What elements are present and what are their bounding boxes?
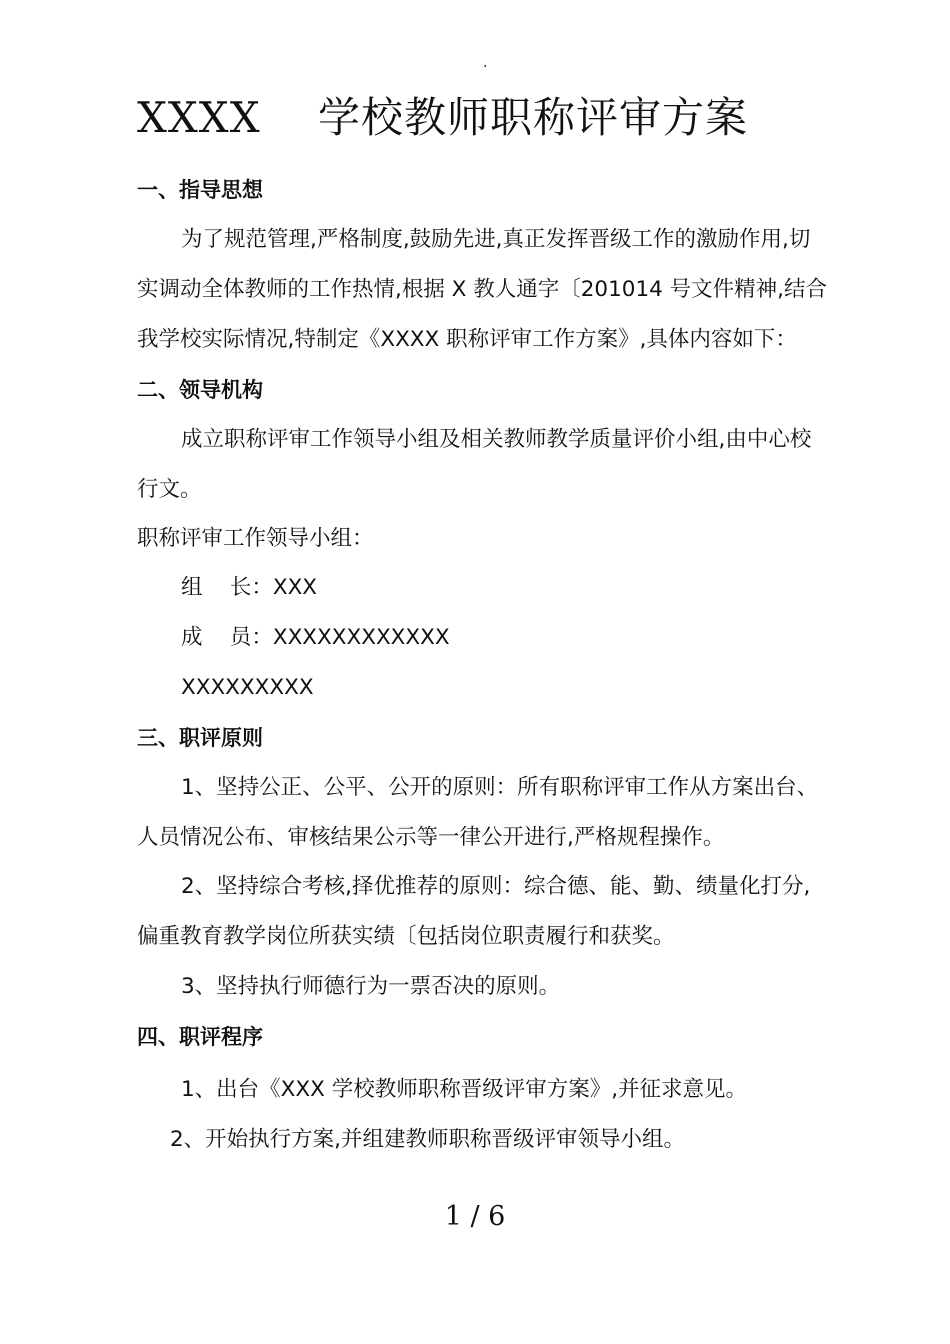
section-heading-principles: 三、职评原则	[137, 726, 263, 750]
header-mark: .	[483, 55, 488, 71]
page-number: 1 / 6	[444, 1201, 506, 1232]
paragraph-line: 为了规范管理,严格制度,鼓励先进,真正发挥晋级工作的激励作用,切	[181, 227, 811, 252]
group-leader-line: 组 长：XXX	[181, 575, 318, 600]
section-heading-leadership: 二、领导机构	[137, 378, 263, 402]
paragraph-line: 偏重教育教学岗位所获实绩〔包括岗位职责履行和获奖。	[137, 924, 675, 949]
paragraph-line: 2、坚持综合考核,择优推荐的原则：综合德、能、勤、绩量化打分,	[181, 874, 811, 899]
group-members-continued: XXXXXXXXX	[181, 675, 314, 700]
paragraph-line: 实调动全体教师的工作热情,根据 X 教人通字〔201014 号文件精神,结合	[137, 277, 827, 302]
paragraph-line: 行文。	[137, 477, 202, 502]
paragraph-line: 我学校实际情况,特制定《XXXX 职称评审工作方案》,具体内容如下：	[137, 327, 797, 352]
paragraph-line: 2、开始执行方案,并组建教师职称晋级评审领导小组。	[170, 1127, 686, 1152]
document-title: XXXX 学校教师职称评审方案	[137, 93, 749, 142]
section-heading-procedure: 四、职评程序	[137, 1025, 263, 1049]
paragraph-line: 职称评审工作领导小组：	[137, 526, 374, 551]
paragraph-line: 成立职称评审工作领导小组及相关教师教学质量评价小组,由中心校	[181, 427, 812, 452]
paragraph-line: 1、出台《XXX 学校教师职称晋级评审方案》,并征求意见。	[181, 1077, 748, 1102]
group-members-line: 成 员：XXXXXXXXXXXX	[181, 625, 450, 650]
paragraph-line: 人员情况公布、审核结果公示等一律公开进行,严格规程操作。	[137, 825, 725, 850]
section-heading-guiding-ideology: 一、指导思想	[137, 178, 263, 202]
paragraph-line: 3、坚持执行师德行为一票否决的原则。	[181, 974, 561, 999]
paragraph-line: 1、坚持公正、公平、公开的原则：所有职称评审工作从方案出台、	[181, 775, 819, 800]
